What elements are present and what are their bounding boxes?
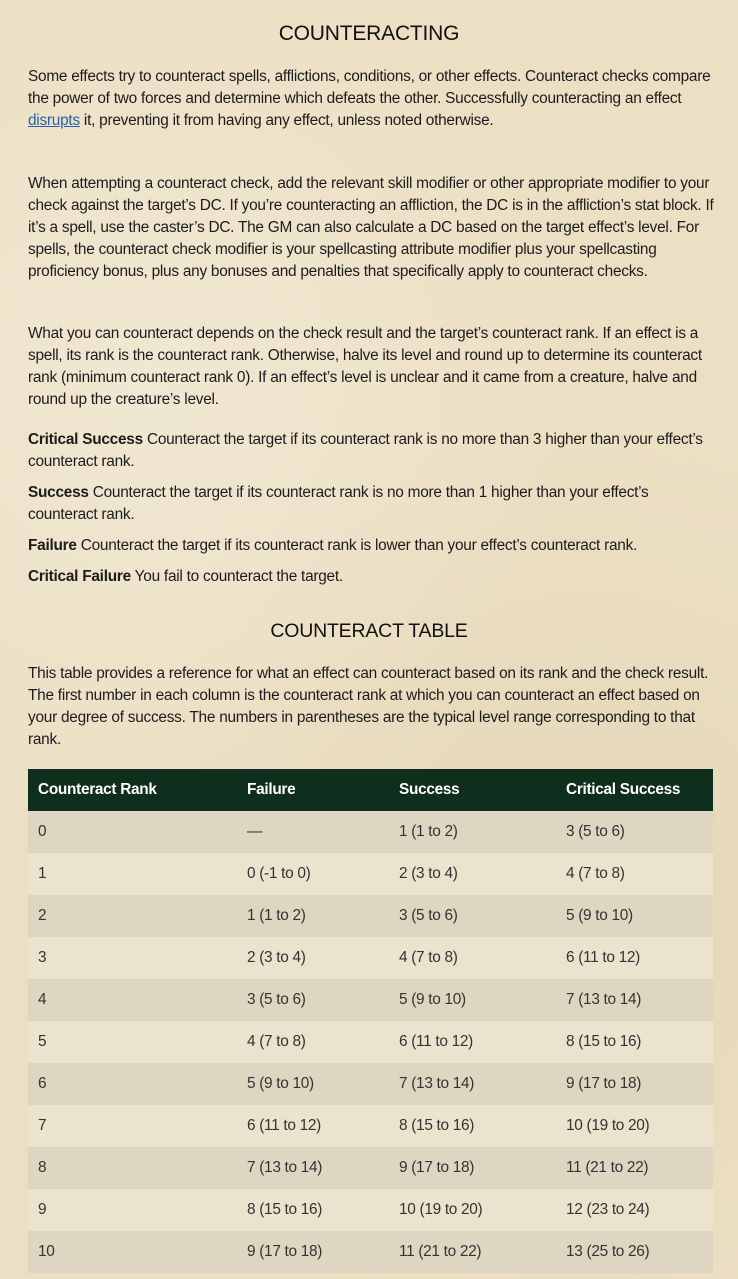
cell-success: 4 (7 to 8)	[399, 949, 458, 966]
cell-failure: 1 (1 to 2)	[247, 907, 306, 924]
degree-critical-failure	[28, 566, 718, 588]
disrupts-link[interactable]: disrupts	[28, 112, 80, 129]
table-row	[28, 1147, 713, 1189]
cell-success: 7 (13 to 14)	[399, 1075, 475, 1092]
cell-critical-success: 13 (25 to 26)	[566, 1243, 650, 1260]
table-row	[28, 1189, 713, 1231]
rank-paragraph: What you can counteract depends on the check result and the target’s counteract rank. If an effect is a spell, its rank is the counteract rank. Otherwise, halve its level and round up to determine its counteract rank (minimum counteract rank 0). If an effect’s level is unclear and it came from a creature, halve and round up the creature’s level.	[28, 325, 702, 408]
degree-label: Critical Success	[28, 431, 143, 448]
cell-success: 10 (19 to 20)	[399, 1201, 483, 1218]
table-header-row	[28, 769, 713, 811]
cell-failure: 0 (-1 to 0)	[247, 865, 311, 882]
cell-rank: 0	[38, 823, 47, 840]
cell-success: 11 (21 to 22)	[399, 1243, 482, 1260]
cell-rank: 5	[38, 1033, 47, 1050]
cell-success: 3 (5 to 6)	[399, 907, 458, 924]
cell-failure: 4 (7 to 8)	[247, 1033, 306, 1050]
table-row	[28, 1063, 713, 1105]
counteract-table	[28, 769, 713, 1273]
cell-critical-success: 12 (23 to 24)	[566, 1201, 650, 1218]
degree-success	[28, 482, 718, 526]
cell-failure: —	[247, 823, 263, 840]
cell-critical-success: 5 (9 to 10)	[566, 907, 633, 924]
table-title: COUNTERACT TABLE	[270, 620, 468, 642]
cell-failure: 8 (15 to 16)	[247, 1201, 323, 1218]
cell-critical-success: 6 (11 to 12)	[566, 949, 640, 966]
cell-critical-success: 3 (5 to 6)	[566, 823, 625, 840]
degree-label: Critical Failure	[28, 568, 131, 585]
cell-rank: 8	[38, 1159, 47, 1176]
cell-success: 5 (9 to 10)	[399, 991, 466, 1008]
cell-critical-success: 10 (19 to 20)	[566, 1117, 650, 1134]
header-success: Success	[399, 781, 460, 798]
page-title: COUNTERACTING	[278, 22, 460, 45]
table-row	[28, 937, 713, 979]
cell-critical-success: 9 (17 to 18)	[566, 1075, 642, 1092]
cell-success: 2 (3 to 4)	[399, 865, 458, 882]
cell-critical-success: 11 (21 to 22)	[566, 1159, 649, 1176]
cell-rank: 6	[38, 1075, 47, 1092]
cell-success: 6 (11 to 12)	[399, 1033, 473, 1050]
cell-rank: 1	[38, 865, 47, 882]
cell-failure: 5 (9 to 10)	[247, 1075, 314, 1092]
table-intro: This table provides a reference for what an effect can counteract based on its rank and the check result. The first number in each column is the counteract rank at which you can counteract an effect based on your degree of success. The numbers in parentheses are the typical level range corresponding to that rank.	[28, 665, 709, 748]
cell-critical-success: 7 (13 to 14)	[566, 991, 642, 1008]
intro-text-1: Some effects try to counteract spells, afflictions, conditions, or other effects. Counteract checks compare the power of two forces and determine which defeats the other. Successfully counteracting an effect	[28, 68, 711, 107]
cell-failure: 9 (17 to 18)	[247, 1243, 323, 1260]
cell-rank: 2	[38, 907, 47, 924]
degree-label: Success	[28, 484, 89, 501]
cell-rank: 10	[38, 1243, 55, 1260]
degree-text: You fail to counteract the target.	[130, 568, 343, 585]
cell-critical-success: 4 (7 to 8)	[566, 865, 625, 882]
degree-label: Failure	[28, 537, 77, 554]
degree-critical-success	[28, 429, 718, 473]
header-failure: Failure	[247, 781, 296, 798]
cell-success: 9 (17 to 18)	[399, 1159, 475, 1176]
cell-rank: 3	[38, 949, 47, 966]
degree-text: Counteract the target if its counteract rank is no more than 1 higher than your effect’s counteract rank.	[28, 484, 649, 523]
cell-failure: 2 (3 to 4)	[247, 949, 306, 966]
cell-rank: 7	[38, 1117, 47, 1134]
degree-failure	[28, 535, 718, 557]
cell-failure: 3 (5 to 6)	[247, 991, 306, 1008]
table-row	[28, 1105, 713, 1147]
table-row	[28, 853, 713, 895]
degree-text: Counteract the target if its counteract rank is lower than your effect’s counteract rank.	[76, 537, 638, 554]
table-row	[28, 979, 713, 1021]
cell-rank: 9	[38, 1201, 47, 1218]
cell-success: 1 (1 to 2)	[399, 823, 458, 840]
table-row	[28, 1231, 713, 1273]
header-counteract-rank: Counteract Rank	[38, 781, 157, 798]
table-row	[28, 895, 713, 937]
intro-text-2: it, preventing it from having any effect, unless noted otherwise.	[79, 112, 494, 129]
cell-critical-success: 8 (15 to 16)	[566, 1033, 642, 1050]
cell-rank: 4	[38, 991, 47, 1008]
cell-success: 8 (15 to 16)	[399, 1117, 475, 1134]
header-critical-success: Critical Success	[566, 781, 681, 798]
table-row	[28, 1021, 713, 1063]
degree-text: Counteract the target if its counteract rank is no more than 3 higher than your effect’s counteract rank.	[28, 431, 703, 470]
dc-paragraph: When attempting a counteract check, add the relevant skill modifier or other appropriate modifier to your check against the target’s DC. If you’re counteracting an affliction, the DC is in the affliction’s stat block. If it’s a spell, use the caster’s DC. The GM can also calculate a DC based on the target effect’s level. For spells, the counteract check modifier is your spellcasting attribute modifier plus your spellcasting proficiency bonus, plus any bonuses and penalties that specifically apply to counteract checks.	[28, 175, 714, 280]
intro-paragraph	[28, 66, 718, 132]
cell-failure: 6 (11 to 12)	[247, 1117, 321, 1134]
table-row	[28, 811, 713, 853]
cell-failure: 7 (13 to 14)	[247, 1159, 323, 1176]
